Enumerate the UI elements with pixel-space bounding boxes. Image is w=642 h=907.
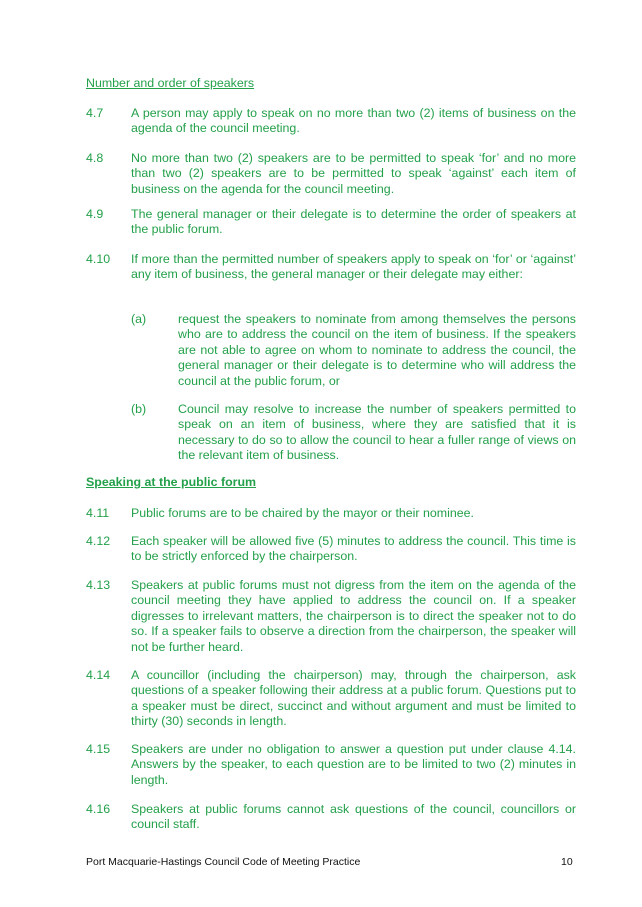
page-number: 10	[561, 856, 573, 868]
clause-4-10	[86, 252, 576, 283]
clause-text: Speakers at public forums must not digress from the item on the agenda of the council meeting they have applied to address the council on. If a speaker digresses to irrelevant matters, the chairperson is to direct the speaker not to do so. If a speaker fails to observe a direction from the chairperson, the speaker will not be further heard.	[131, 578, 576, 654]
clause-4-11	[86, 506, 576, 521]
clause-number: 4.13	[86, 578, 111, 592]
clause-number: 4.11	[86, 506, 110, 520]
subclause-b	[131, 402, 576, 464]
clause-4-15	[86, 742, 576, 788]
clause-text: A person may apply to speak on no more than two (2) items of business on the agenda of the council meeting.	[131, 106, 576, 136]
clause-text: If more than the permitted number of speakers apply to speak on ‘for’ or ‘against’ any item of business, the general manager or their delegate may either:	[131, 252, 576, 282]
footer-title: Port Macquarie-Hastings Council Code of Meeting Practice	[86, 856, 361, 868]
subclause-letter: (b)	[131, 402, 147, 416]
clause-number: 4.10	[86, 252, 111, 266]
clause-4-12	[86, 534, 576, 565]
clause-number: 4.15	[86, 742, 111, 756]
subclause-letter: (a)	[131, 312, 147, 326]
clause-text: The general manager or their delegate is to determine the order of speakers at the public forum.	[131, 207, 576, 237]
clause-text: Each speaker will be allowed five (5) minutes to address the council. This time is to be strictly enforced by the chairperson.	[131, 534, 576, 564]
clause-4-16	[86, 802, 576, 833]
subclause-text: Council may resolve to increase the number of speakers permitted to speak on an item of business, where they are satisfied that it is necessary to do so to allow the council to hear a fuller range of views on the relevant item of business.	[178, 402, 576, 463]
subclause-text: request the speakers to nominate from among themselves the persons who are to address the council on the item of business. If the speakers are not able to agree on whom to nominate to address the council, the general manager or their delegate is to determine who will address the council at the public forum, or	[178, 312, 576, 388]
clause-4-13	[86, 578, 576, 655]
clause-4-14	[86, 668, 576, 730]
clause-4-9	[86, 207, 576, 238]
clause-number: 4.7	[86, 106, 104, 120]
clause-number: 4.16	[86, 802, 111, 816]
clause-4-8	[86, 151, 576, 197]
subclause-a	[131, 312, 576, 389]
clause-text: No more than two (2) speakers are to be permitted to speak ‘for’ and no more than two (2) speakers are to be permitted to speak ‘against’ each item of business on the agenda for the council meeting.	[131, 151, 576, 196]
clause-text: Speakers are under no obligation to answer a question put under clause 4.14. Answers by the speaker, to each question are to be limited to two (2) minutes in length.	[131, 742, 576, 787]
clause-number: 4.12	[86, 534, 111, 548]
clause-text: Public forums are to be chaired by the mayor or their nominee.	[131, 506, 474, 520]
section-heading-speaking-at-public-forum: Speaking at the public forum	[86, 475, 257, 489]
clause-number: 4.14	[86, 668, 111, 682]
clause-text: Speakers at public forums cannot ask questions of the council, councillors or council staff.	[131, 802, 576, 832]
clause-4-7	[86, 106, 576, 137]
clause-text: A councillor (including the chairperson) may, through the chairperson, ask questions of a speaker following their address at a public forum. Questions put to a speaker must be direct, succinct and without argument and must be limited to thirty (30) seconds in length.	[131, 668, 576, 729]
clause-number: 4.9	[86, 207, 104, 221]
section-heading-number-and-order: Number and order of speakers	[86, 76, 255, 90]
clause-number: 4.8	[86, 151, 104, 165]
